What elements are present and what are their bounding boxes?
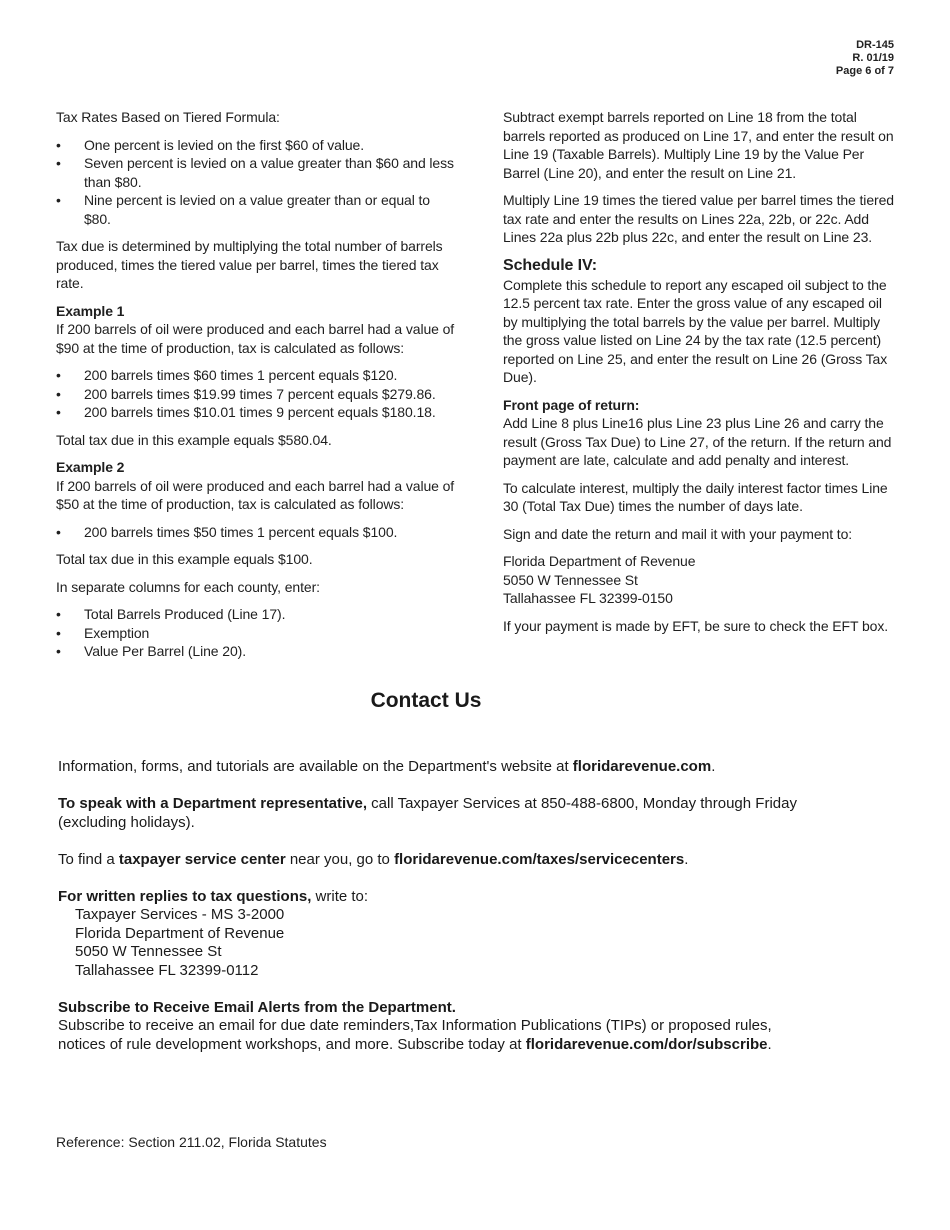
front-page-text: Add Line 8 plus Line16 plus Line 23 plus Line 26 and carry the result (Gross Tax Due) to Line 27, of the return. If the return and payment are late, calculate and add penalty and interest. xyxy=(503,415,892,468)
service-center-term: taxpayer service center xyxy=(118,850,286,868)
list-item: • 200 barrels times $10.01 times 9 percent equals $180.18. xyxy=(56,403,456,422)
example-2-text: If 200 barrels of oil were produced and each barrel had a value of $50 at the time of production, tax is calculated as follows: xyxy=(56,477,455,512)
schedule-4-heading: Schedule IV: xyxy=(503,256,597,274)
written-replies-heading: For written replies to tax questions, xyxy=(58,887,312,905)
statute-reference: Reference: Section 211.02, Florida Statutes xyxy=(56,1134,327,1150)
example-1-heading: Example 1 xyxy=(56,302,125,319)
right-column xyxy=(503,108,898,644)
subscribe-text: Subscribe to receive an email for due date reminders,Tax Information Publications (TIPs) or proposed rules, notices of rule development workshops, and more. Subscribe today at xyxy=(58,1017,772,1053)
subscribe-heading: Subscribe to Receive Email Alerts from the Department. xyxy=(58,998,456,1016)
service-center-info xyxy=(58,851,818,870)
example-1-list xyxy=(56,366,456,422)
schedule-4-text: Complete this schedule to report any escaped oil subject to the 12.5 percent tax rate. Enter the gross value of any escaped oil by multiplying the total barrels by the value per barrel. Multiply the gross value listed on Line 24 by the tax rate (12.5 percent) reported on Line 25, and enter the result on Line 26 (Gross Tax Due). xyxy=(503,276,888,385)
left-column xyxy=(56,108,456,670)
address-line: Taxpayer Services - MS 3-2000 xyxy=(75,906,285,923)
website-info-text: Information, forms, and tutorials are available on the Department's website at xyxy=(58,758,573,775)
tax-rates-intro: Tax Rates Based on Tiered Formula: xyxy=(56,109,280,125)
tiered-value-text: Multiply Line 19 times the tiered value per barrel times the tiered tax rate and enter the results on Lines 22a, 22b, or 22c. Add Lines 22a plus 22b plus 22c, and enter the result on Line 23. xyxy=(503,192,894,245)
service-center-text: near you, go to xyxy=(285,850,395,868)
subscribe-link[interactable]: floridarevenue.com/dor/subscribe xyxy=(525,1035,768,1053)
page-number: Page 6 of 7 xyxy=(835,65,894,77)
service-center-link[interactable]: floridarevenue.com/taxes/servicecenters xyxy=(394,850,685,868)
address-line: Florida Department of Revenue xyxy=(503,553,696,569)
columns-list xyxy=(56,605,456,661)
list-item: • 200 barrels times $60 times 1 percent equals $120. xyxy=(56,366,456,385)
example-2-heading: Example 2 xyxy=(56,459,125,475)
list-item: • Total Barrels Produced (Line 17). xyxy=(56,605,456,624)
punctuation: . xyxy=(711,758,716,775)
list-item: • Exemption xyxy=(56,624,456,643)
phone-info xyxy=(58,795,818,832)
list-item: • Seven percent is levied on a value greater than $60 and less than $80. xyxy=(56,154,456,191)
subscribe-info xyxy=(58,999,818,1055)
example-2-list xyxy=(56,523,456,542)
address-line: Tallahassee FL 32399-0150 xyxy=(503,590,673,606)
phone-info-heading: To speak with a Department representative, xyxy=(58,795,367,812)
front-page-heading: Front page of return: xyxy=(503,396,640,413)
written-replies-info xyxy=(58,888,818,981)
form-identifier xyxy=(836,39,894,78)
website-link[interactable]: floridarevenue.com xyxy=(572,758,712,775)
list-item: • One percent is levied on the first $60 of value. xyxy=(56,136,456,155)
example-1-text: If 200 barrels of oil were produced and each barrel had a value of $90 at the time of production, tax is calculated as follows: xyxy=(56,321,455,356)
address-line: 5050 W Tennessee St xyxy=(503,571,638,588)
tax-due-text: Tax due is determined by multiplying the total number of barrels produced, times the tiered value per barrel, times the tiered tax rate. xyxy=(56,238,443,291)
eft-text: If your payment is made by EFT, be sure to check the EFT box. xyxy=(503,617,889,634)
example-2-total: Total tax due in this example equals $100. xyxy=(56,551,313,567)
columns-intro: In separate columns for each county, enter: xyxy=(56,578,320,595)
list-item: • 200 barrels times $50 times 1 percent equals $100. xyxy=(56,523,456,542)
tax-rates-list xyxy=(56,136,456,229)
contact-us-title: Contact Us xyxy=(370,689,482,712)
address-line: Florida Department of Revenue xyxy=(75,924,285,942)
example-1-total: Total tax due in this example equals $580.04. xyxy=(56,431,332,448)
sign-text: Sign and date the return and mail it with your payment to: xyxy=(503,525,853,542)
punctuation: . xyxy=(684,850,689,868)
address-line: Tallahassee FL 32399-0112 xyxy=(75,961,259,979)
phone-info-text: call Taxpayer Services at 850-488-6800, Monday through Friday (excluding holidays). xyxy=(58,795,797,831)
service-center-text: To find a xyxy=(58,850,119,868)
taxable-barrels-text: Subtract exempt barrels reported on Line 18 from the total barrels reported as produced on Line 17, and enter the result on Line 19 (Taxable Barrels). Multiply Line 19 by the Value Per Barrel (Line 20), and enter the result on Line 21. xyxy=(503,109,894,181)
punctuation: . xyxy=(767,1035,772,1053)
list-item: • 200 barrels times $19.99 times 7 percent equals $279.86. xyxy=(56,385,456,404)
interest-text: To calculate interest, multiply the daily interest factor times Line 30 (Total Tax Due) times the number of days late. xyxy=(503,479,888,514)
website-info xyxy=(58,758,818,777)
written-replies-text: write to: xyxy=(311,887,369,905)
form-revision: R. 01/19 xyxy=(852,52,894,64)
list-item: • Nine percent is levied on a value greater than or equal to $80. xyxy=(56,191,456,228)
list-item: • Value Per Barrel (Line 20). xyxy=(56,642,456,661)
form-number: DR-145 xyxy=(856,39,894,51)
address-line: 5050 W Tennessee St xyxy=(75,943,222,960)
mailing-address xyxy=(503,552,898,608)
contact-section xyxy=(58,758,818,1073)
